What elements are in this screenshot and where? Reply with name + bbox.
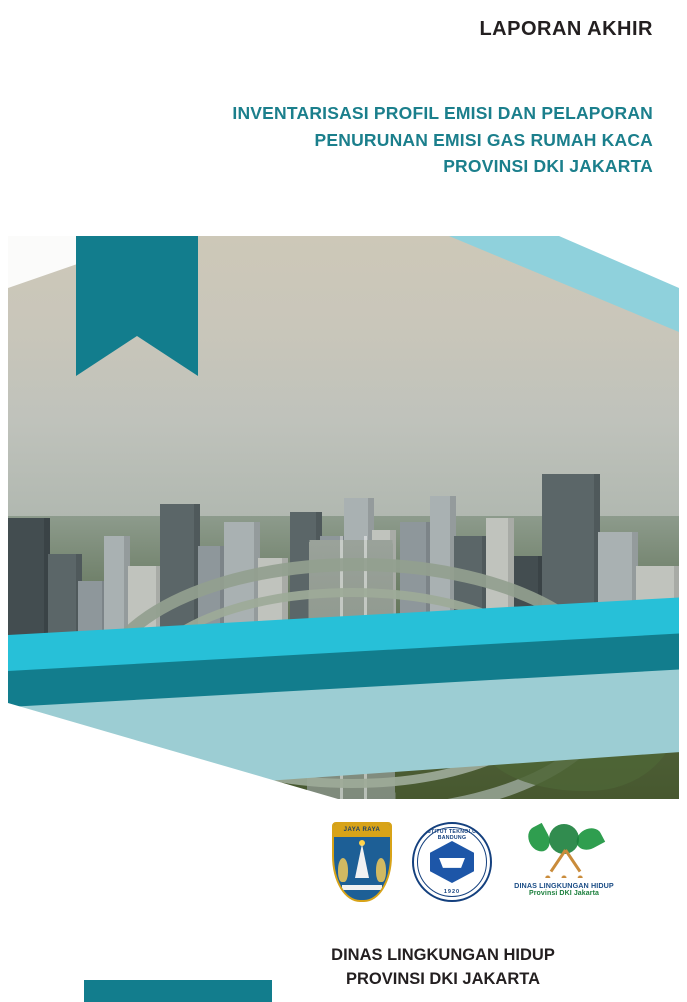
institution-block	[233, 944, 653, 992]
bottom-white-wedge	[8, 703, 338, 799]
title-line-2: PENURUNAN EMISI GAS RUMAH KACA	[314, 129, 653, 150]
itb-ring-text: INSTITUT TEKNOLOGI BANDUNG	[421, 829, 483, 841]
logo-row	[332, 822, 652, 920]
bottom-accent-bar	[84, 980, 272, 1002]
itb-seal	[412, 822, 492, 902]
crest-motto: JAYA RAYA	[334, 824, 390, 837]
monas-icon	[355, 844, 369, 878]
itb-year: 1920	[443, 889, 461, 895]
crest-base	[342, 885, 382, 890]
title-line-3: PROVINSI DKI JAKARTA	[443, 156, 653, 177]
cotton-stalk-icon	[376, 858, 386, 882]
year-ribbon	[76, 236, 198, 336]
corner-wedge-white-right	[559, 236, 679, 288]
itb-emblem	[412, 822, 492, 902]
year-label: 2024	[318, 36, 369, 59]
rice-stalk-icon	[338, 858, 348, 882]
dlh-logo-line-2: Provinsi DKI Jakarta	[528, 890, 600, 897]
dlh-jakarta-emblem	[512, 822, 616, 897]
institution-line-2: PROVINSI DKI JAKARTA	[345, 969, 541, 988]
page-title	[93, 100, 653, 180]
institution-line-1: DINAS LINGKUNGAN HIDUP	[331, 946, 555, 964]
dlh-logo-line-1: DINAS LINGKUNGAN HIDUP	[514, 881, 614, 890]
tree-roots-icon	[525, 822, 603, 880]
report-type-label: LAPORAN AKHIR	[479, 18, 653, 40]
crest-shield	[332, 822, 392, 902]
title-line-1: INVENTARISASI PROFIL EMISI DAN PELAPORAN	[232, 103, 653, 123]
jakarta-provincial-emblem	[332, 822, 392, 902]
root-icon	[537, 850, 591, 878]
